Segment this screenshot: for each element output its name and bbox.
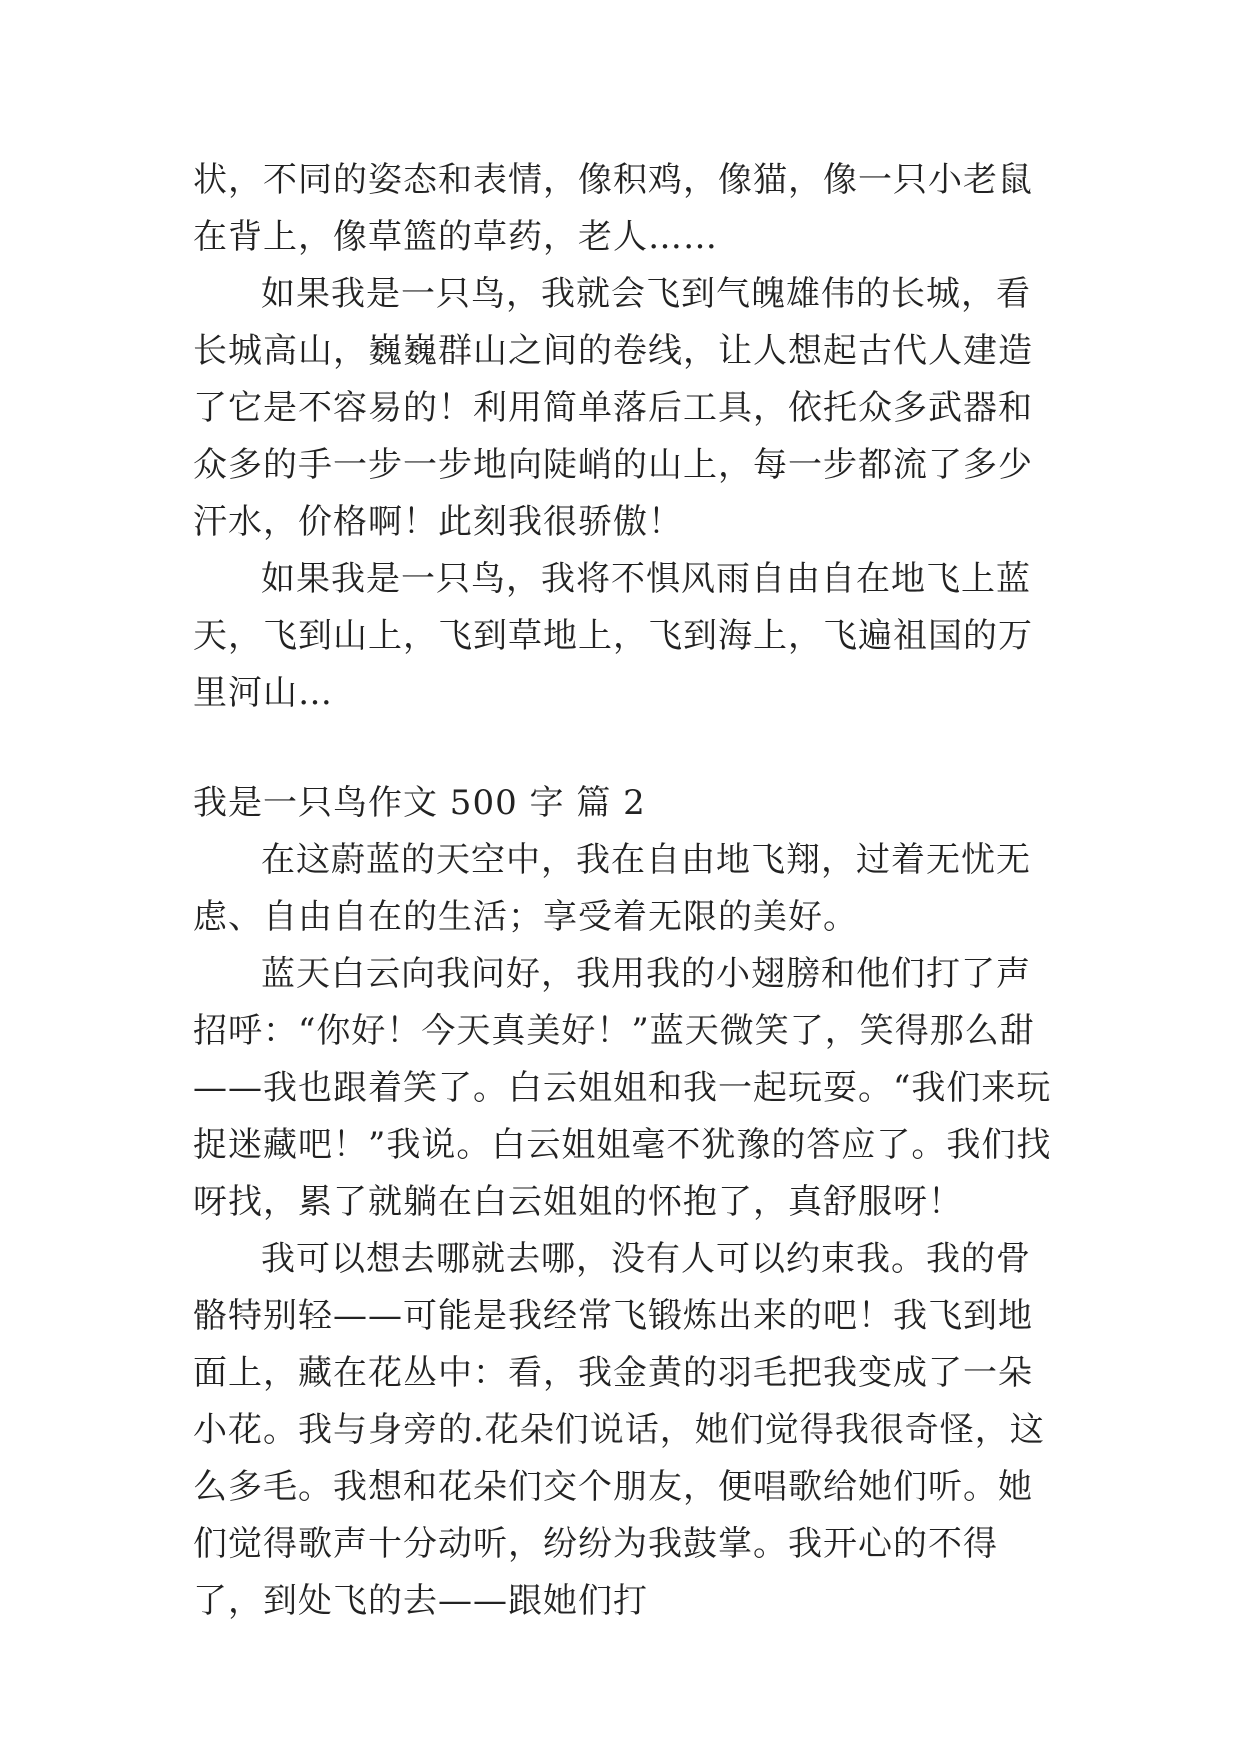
- paragraph-great-wall: 如果我是一只鸟，我就会飞到气魄雄伟的长城，看长城高山，巍巍群山之间的卷线，让人想起古代人建造了它是不容易的！利用简单落后工具，依托众多武器和众多的手一步一步地向陡峭的山上，每一步都流了多少汗水，价格啊！此刻我很骄傲！: [193, 274, 1033, 542]
- paragraph-flowers: 我可以想去哪就去哪，没有人可以约束我。我的骨骼特别轻——可能是我经常飞锻炼出来的吧！我飞到地面上，藏在花丛中：看，我金黄的羽毛把我变成了一朵小花。我与身旁的.花朵们说话，她们觉得我很奇怪，这么多毛。我想和花朵们交个朋友，便唱歌给她们听。她们觉得歌声十分动听，纷纷为我鼓掌。我开心的不得了，到处飞的去——跟她们打: [193, 1239, 1045, 1621]
- paragraph-continuation: 状，不同的姿态和表情，像积鸡，像猫，像一只小老鼠在背上，像草篮的草药，老人……: [193, 160, 1033, 257]
- paragraph-clouds: 蓝天白云向我问好，我用我的小翅膀和他们打了声招呼：“你好！今天真美好！”蓝天微笑了，笑得那么甜——我也跟着笑了。白云姐姐和我一起玩耍。“我们来玩捉迷藏吧！”我说。白云姐姐毫不犹豫的答应了。我们找呀找，累了就躺在白云姐姐的怀抱了，真舒服呀！: [193, 954, 1052, 1222]
- document-body: [193, 152, 1053, 1630]
- paragraph-blue-sky: 在这蔚蓝的天空中，我在自由地飞翔，过着无忧无虑、自由自在的生活；享受着无限的美好。: [193, 840, 1031, 937]
- essay-heading: 我是一只鸟作文 500 字 篇 2: [193, 783, 646, 823]
- paragraph-fly-homeland: 如果我是一只鸟，我将不惧风雨自由自在地飞上蓝天，飞到山上，飞到草地上，飞到海上，飞遍祖国的万里河山…: [193, 559, 1033, 713]
- section-spacer: [193, 722, 1053, 775]
